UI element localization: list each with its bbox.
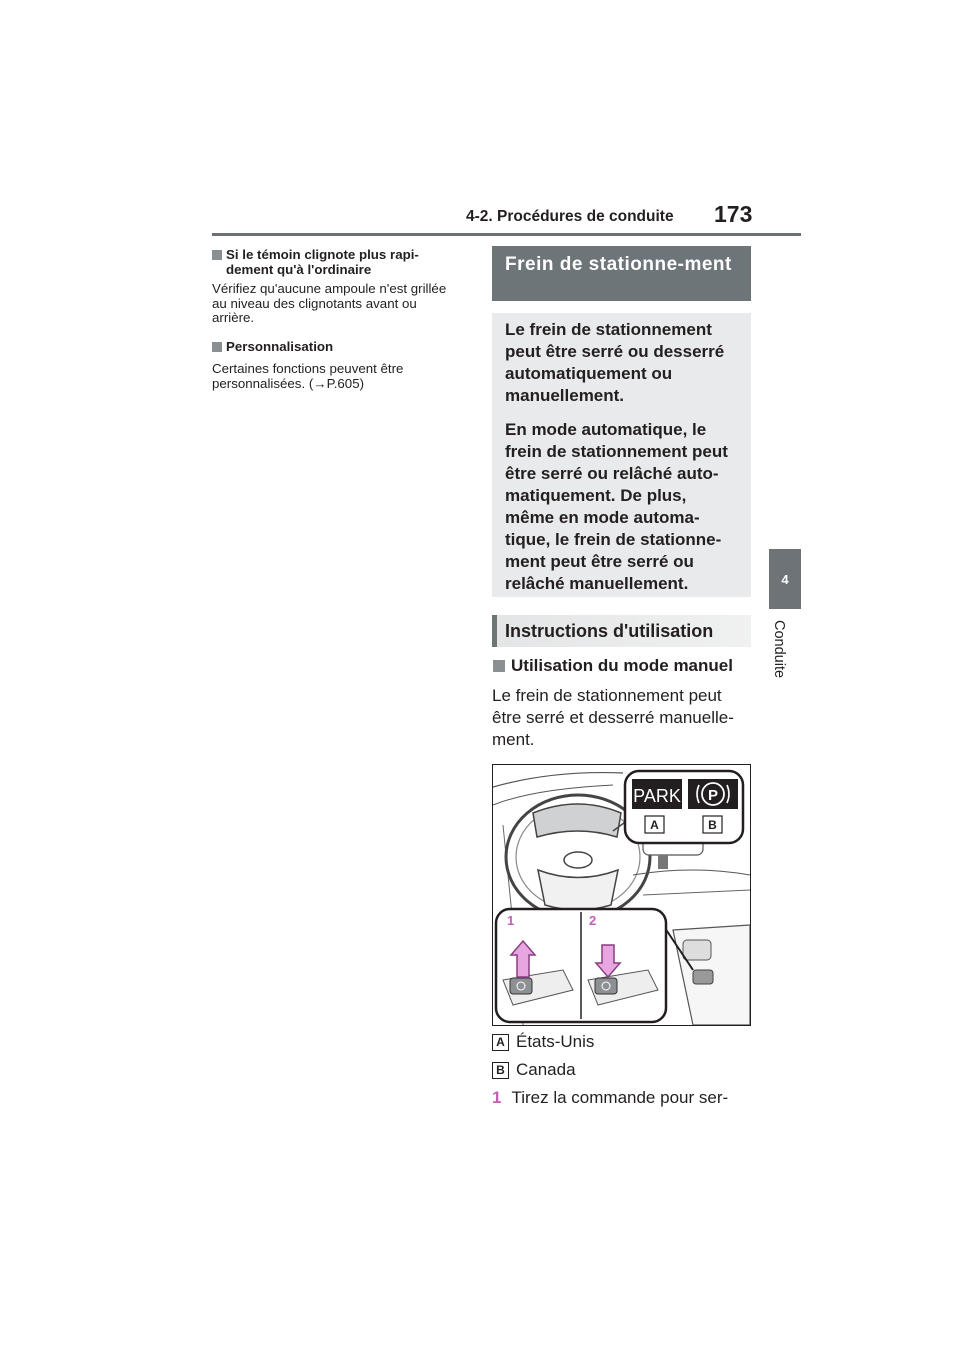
page-number: 173 — [714, 201, 753, 227]
subheading-manual-mode — [492, 656, 751, 676]
legend-b-text: Canada — [516, 1060, 576, 1079]
heading-personalisation — [212, 340, 462, 355]
bullet-square-icon — [212, 250, 222, 260]
intro-paragraph-1: Le frein de stationnement peut être serré ou desserré automatiquement ou manuellement. — [505, 320, 725, 405]
step-1-text: Tirez la commande pour ser- — [511, 1088, 729, 1107]
paragraph-bulb-check: Vérifiez qu'aucune ampoule n'est grillée au niveau des clignotants avant ou arrière. — [212, 281, 447, 325]
section-title: 4-2. Procédures de conduite — [466, 208, 674, 225]
cockpit-drawing — [493, 765, 750, 1025]
page-reference-link[interactable]: P.605) — [326, 375, 365, 391]
legend-a-text: États-Unis — [516, 1032, 595, 1051]
header-rule — [212, 233, 801, 236]
paragraph-personalisation: Certaines fonctions peuvent être personnalisées. (→P.605) — [212, 361, 404, 391]
legend-a-box: A — [492, 1034, 509, 1051]
subheading-text: Utilisation du mode manuel — [511, 656, 733, 675]
bullet-square-icon — [493, 660, 505, 672]
arrow-right-icon: → — [313, 375, 327, 391]
legend-b — [492, 1060, 576, 1080]
park-indicator-text: PARK — [633, 786, 681, 806]
legend-a — [492, 1032, 594, 1052]
chapter-label-text: Conduite — [771, 620, 787, 679]
instructions-heading: Instructions d'utilisation — [492, 615, 751, 647]
intro-box — [492, 313, 751, 597]
step-1-label: 1 — [507, 913, 515, 928]
manual-mode-paragraph: Le frein de stationnement peut être serré et desserré manuelle-ment. — [492, 686, 734, 749]
heading-text: Personnalisation — [226, 339, 334, 354]
section-heading-parking-brake: Frein de stationne-ment — [492, 246, 751, 301]
step-1-instruction — [492, 1088, 728, 1108]
legend-b-box: B — [492, 1062, 509, 1079]
chapter-number: 4 — [781, 571, 789, 587]
parking-brake-illustration — [492, 764, 751, 1026]
chapter-tab — [769, 549, 801, 609]
heading-blinking-faster — [212, 248, 462, 277]
heading-text: Si le témoin clignote plus rapi-dement qu'à l'ordinaire — [226, 247, 419, 277]
chapter-label — [767, 620, 797, 690]
label-a: A — [650, 818, 659, 832]
step-2-label: 2 — [589, 913, 597, 928]
step-1-number: 1 — [492, 1088, 502, 1107]
intro-paragraph-2: En mode automatique, le frein de stationnement peut être serré ou relâché auto-matiquement. De plus, même en mode automa-tique, le frein de stationne-ment peut être serré ou relâché manuellement. — [505, 420, 728, 593]
label-b: B — [708, 818, 717, 832]
bullet-square-icon — [212, 342, 222, 352]
p-indicator-text: P — [707, 787, 719, 804]
